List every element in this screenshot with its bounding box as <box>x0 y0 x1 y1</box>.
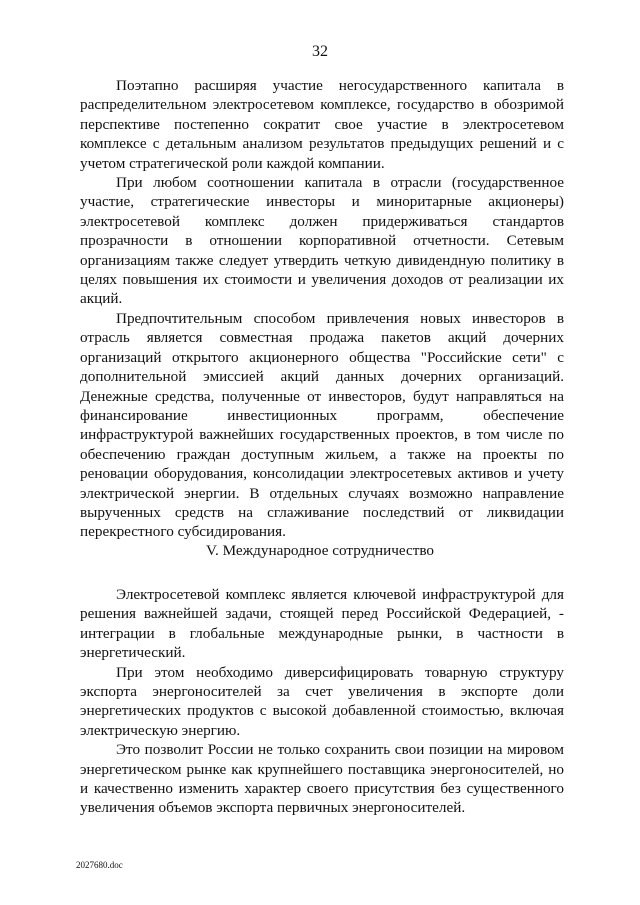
body-text-bottom <box>80 585 564 818</box>
paragraph: Электросетевой комплекс является ключевой инфраструктурой для решения важнейшей задачи, стоящей перед Российской Федерацией, - интеграции в глобальные международные рынки, в частности в энергетический. <box>80 586 564 662</box>
paragraph: При любом соотношении капитала в отрасли (государственное участие, стратегические инвесторы и миноритарные акционеры) электросетевой комплекс должен придерживаться стандартов прозрачности в отношении корпоративной отчетности. Сетевым организациям также следует утвердить четкую дивидендную политику в целях повышения их стоимости и увеличения доходов от реализации их акций. <box>80 174 564 308</box>
paragraph: Это позволит России не только сохранить свои позиции на мировом энергетическом рынке как крупнейшего поставщика энергоносителей, но и качественно изменить характер своего присутствия без существенного увеличения объемов экспорта первичных энергоносителей. <box>80 741 564 817</box>
paragraph: Предпочтительным способом привлечения новых инвесторов в отрасль является совместная продажа пакетов акций дочерних организаций открытого акционерного общества "Российские сети" с дополнительной эмиссией акций данных дочерних организаций. Денежные средства, полученные от инвесторов, будут направляться на финансирование инвестиционных программ, обеспечение инфраструктурой важнейших государственных проектов, в том числе по обеспечению граждан доступным жильем, а также на проекты по реновации оборудования, консолидации электросетевых активов и учету электрической энергии. В отдельных случаях возможно направление вырученных средств на сглаживание последствий от ликвидации перекрестного субсидирования. <box>80 309 564 541</box>
paragraph: При этом необходимо диверсифицировать товарную структуру экспорта энергоносителей за счет увеличения в экспорте доли энергетических продуктов с высокой добавленной стоимостью, включая электрическую энергию. <box>80 663 564 739</box>
paragraph: Поэтапно расширяя участие негосударственного капитала в распределительном электросетевом комплексе, государство в обозримой перспективе постепенно сократит свое участие в электросетевом комплексе с детальным анализом результатов предыдущих решений и с учетом стратегической роли каждой компании. <box>80 77 564 172</box>
section-heading: V. Международное сотрудничество <box>205 542 435 559</box>
body-text-top <box>80 76 564 542</box>
page-number: 32 <box>312 43 328 60</box>
footer-filename: 2027680.doc <box>76 860 123 870</box>
